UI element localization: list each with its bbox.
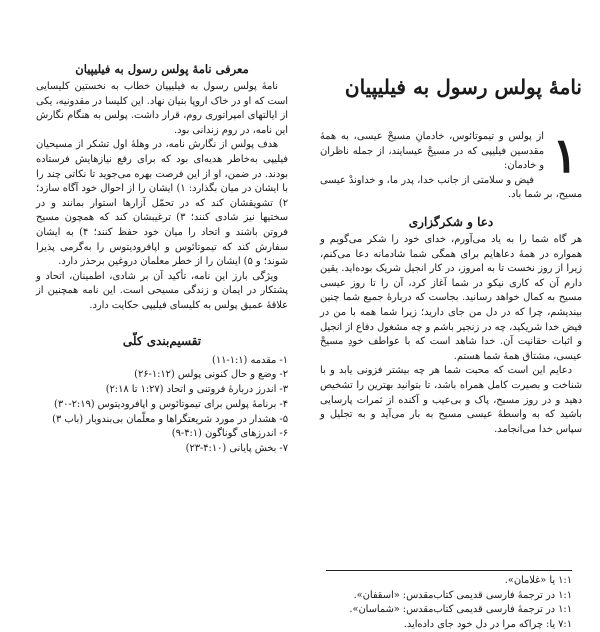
verse-2: فیض و سلامتی از جانب خدا، پدر ما، و خداوندْ عیسی مسیح، بر شما باد. — [320, 174, 582, 201]
intro-paragraph: ویژگی بارز این نامه، تأکید آن بر شادی، اطمینان، اتحاد و پشتکار در ایمان و زندگی مسیحی است. این نامه همچنین از علاقهٔ عمیق پولس به کلیسای فیلیپی حکایت دارد. — [36, 270, 288, 311]
footnote: ۱:۱ یا «غلامان». — [504, 575, 572, 586]
intro-paragraph: هدف پولس از نگارش نامه، در وهلهٔ اول تشکر از مسیحیان فیلیپی به‌خاطر هدیه‌ای بود که برای رفع نیازهایش فرستاده بودند. در ضمن، او از این فرصت بهره می‌جوید تا نکاتی چند را با ایشان در میان بگذارد: ۱) ایشان را از احوال خود آگاه سازد؛ ۲) تشویقشان کند که در تحمّل آزارها استوار بمانند و در سختیها نیز شادی کنند؛ ۳) ترغیبشان کند که همچون مسیح فروتن باشند و اتحاد را میان خود حفظ کنند؛ ۴) به ایشان سفارش کند که تیموتائوس و اپافرودیتوس را به‌گرمی پذیرا شوند؛ و ۵) ایشان را از خطر معلمان دروغین برحذر دارد. — [36, 139, 288, 268]
intro-paragraph: نامهٔ پولس رسول به فیلیپیان خطاب به نخستین کلیسایی است که او در خاک اروپا بنیان نهاد. این کلیسا در مقدونیه، یکی از ایالتهای امپراتوری روم، قرار داشت. پولس به هنگام نگارش این نامه، در روم زندانی بود. — [36, 81, 288, 136]
footnote-divider — [326, 570, 572, 571]
outline-item: ۷- بخش پایانی (۴:۱۰-۲۳) — [185, 443, 288, 455]
section-heading: دعا و شکرگزاری — [408, 214, 494, 229]
outline-item: ۶- اندرزهای گوناگون (۴:۱-۹) — [171, 428, 288, 440]
footnote: ۱:۱ در ترجمهٔ فارسی قدیمی کتاب‌مقدس: «شماسان». — [349, 604, 572, 616]
outline-list — [36, 354, 288, 458]
footnote: ۱:۱ در ترجمهٔ فارسی قدیمی کتاب‌مقدس: «اسقفان». — [353, 589, 572, 601]
introduction-column — [36, 62, 288, 457]
footnotes — [326, 574, 572, 632]
outline-item: ۱- مقدمه (۱:۱-۱۱) — [212, 354, 288, 366]
outline-item: ۴- برنامهٔ پولس برای تیموتائوس و اپافرودیتوس (۲:۱۹-۳۰) — [53, 398, 288, 410]
chapter-number: ۱ — [552, 128, 578, 184]
verse-1: از پولس و تیموتائوس، خادمانِ مسیحْ عیسی، به همهٔ مقدسین فیلیپی که در مسیحْ عیسایند، از جمله ناظران و خادمان: — [320, 131, 544, 172]
outline-item: ۵- هشدار در مورد شریعتگراها و معلّمان بی‌بندوبار (باب ۳) — [52, 413, 288, 425]
outline-item: ۳- اندرز دربارهٔ فروتنی و اتحاد (۱:۲۷ تا ۲:۱۸) — [105, 384, 288, 396]
book-title: نامهٔ پولس رسول به فیلیپیان — [344, 75, 582, 99]
scripture-column — [320, 30, 582, 437]
outline-item: ۲- وضع و حال کنونی پولس (۱:۱۲-۲۶) — [134, 369, 288, 381]
verses-3-8: هر گاه شما را به یاد می‌آورم، خدای خود را شکر می‌گویم و همواره در همهٔ دعاهایم برای همگی شما شادمانه دعا می‌کنم، زیرا از روز نخست تا به امروز، در کار انجیل شریک بوده‌اید. یقین دارم آن که کاری نیکو در شما آغاز کرد، آن را تا روز عیسی مسیح به کمال خواهد رسانید. بجاست که دربارهٔ جمیع شما چنین بیندیشم، چرا که در دل من جای دارید؛ زیرا شما همه با من در فیض خدا شریکید، چه در زنجیر باشم و چه مشغول دفاع از انجیل و اثبات حقانیت آن. خدا شاهد است که با عواطف خودِ مسیحْ عیسی، مشتاق همهٔ شما هستم. — [320, 233, 582, 362]
footnote: ۷:۱ یا: چراکه مرا در دل خود جای داده‌اید. — [403, 618, 572, 630]
outline-title: تقسیم‌بندی کلّی — [122, 333, 202, 348]
verses-9-11: دعایم این است که محبت شما هر چه بیشتر فزونی یابد و با شناخت و بصیرت کامل همراه باشد، تا بتوانید بهترین را تشخیص دهید و در روز مسیح، پاک و بی‌عیب و آکنده از ثمرات پارسایی باشید که به واسطهٔ عیسی مسیح به بار می‌آید و به تجلیل و سپاس خدا می‌انجامد. — [320, 365, 582, 435]
chapter-opening — [320, 130, 582, 203]
introduction-title: معرفی نامهٔ پولس رسول به فیلیپیان — [75, 62, 249, 76]
